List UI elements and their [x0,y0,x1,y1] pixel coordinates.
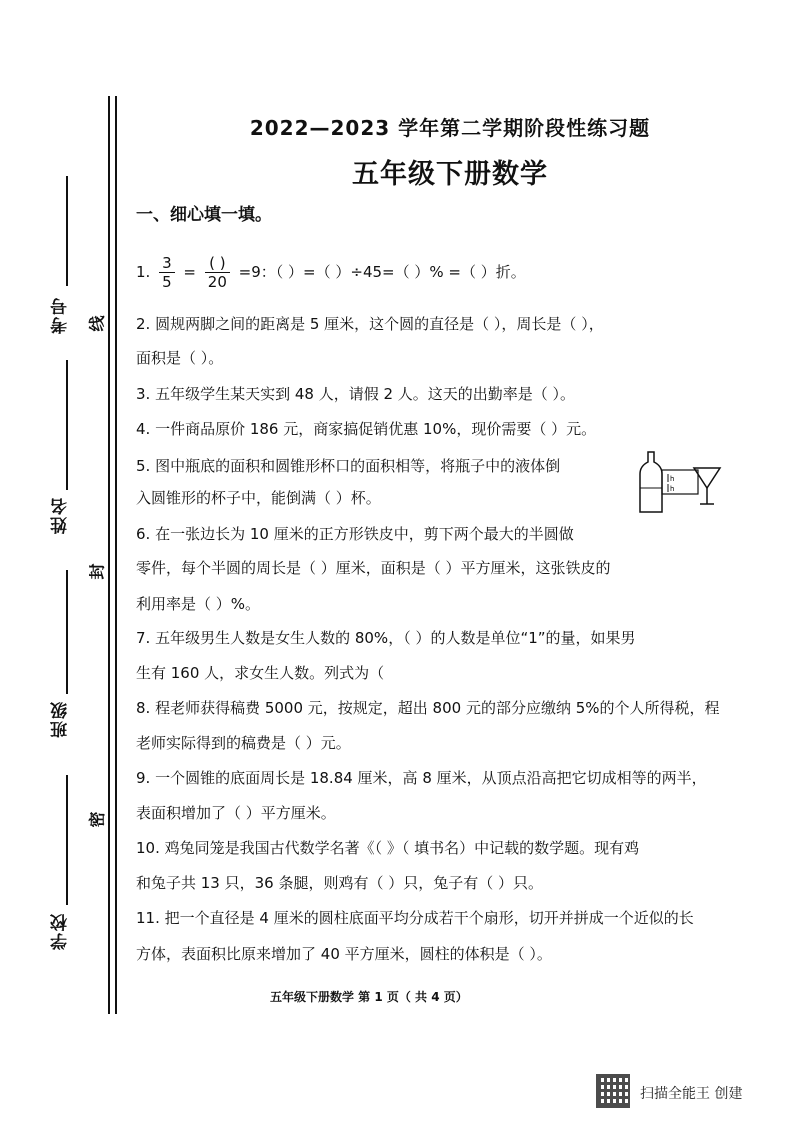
fraction-numerator: 3 [159,254,175,273]
question-6-line-2: 零件，每个半圆的周长是（ ）厘米，面积是（ ）平方厘米，这张铁皮的 [136,559,611,577]
question-11-line-2: 方体，表面积比原来增加了 40 平方厘米，圆柱的体积是（ ）。 [136,945,552,963]
question-3: 3. 五年级学生某天实到 48 人，请假 2 人。这天的出勤率是（ ）。 [136,385,576,403]
height-label-lower: h [670,485,675,493]
question-1-number: 1. [136,263,151,281]
question-6-line-1: 6. 在一张边长为 10 厘米的正方形铁皮中，剪下两个最大的半圆做 [136,525,574,543]
bottle-outline [640,452,662,512]
fraction-numerator-blank: ( ) [205,254,230,273]
question-10-line-2: 和兔子共 13 只，36 条腿，则鸡有（ ）只，兔子有（ ）只。 [136,874,544,892]
question-2-line-2: 面积是（ ）。 [136,349,224,367]
school-line [66,775,68,905]
qr-code-icon [596,1074,630,1108]
question-5-line-1: 5. 图中瓶底的面积和圆锥形杯口的面积相等，将瓶子中的液体倒 [136,457,561,475]
question-2-line-1: 2. 圆规两脚之间的距离是 5 厘米，这个圆的直径是（ ），周长是（ ）， [136,315,604,333]
seal-secret-char: 密 [87,811,107,828]
fraction-blank-20 [205,254,230,291]
question-9-line-1: 9. 一个圆锥的底面周长是 18.84 厘米，高 8 厘米，从顶点沿高把它切成相等的两半， [136,769,707,787]
question-7-line-1: 7. 五年级男生人数是女生人数的 80%，（ ）的人数是单位“1”的量，如果男 [136,629,636,647]
section-heading: 一、细心填一填。 [136,205,272,225]
binding-rule-inner [115,96,117,1014]
scanner-watermark: 扫描全能王 创建 [640,1086,743,1102]
class-label: 班级 [51,700,71,738]
question-1 [136,254,526,291]
question-11-line-1: 11. 把一个直径是 4 厘米的圆柱底面平均分成若干个扇形，切开并拼成一个近似的长 [136,909,694,927]
question-8-line-1: 8. 程老师获得稿费 5000 元，按规定，超出 800 元的部分应缴纳 5%的个人所得税，程 [136,699,720,717]
question-7-line-2: 生有 160 人，求女生人数。列式为（ [136,664,385,682]
equals-sign: = [183,263,196,281]
question-6-line-3: 利用率是（ ）%。 [136,595,261,613]
school-label: 学校 [51,912,71,950]
question-8-line-2: 老师实际得到的稿费是（ ）元。 [136,734,351,752]
question-9-line-2: 表面积增加了（ ）平方厘米。 [136,804,336,822]
seal-line-char: 线 [87,315,107,332]
question-4: 4. 一件商品原价 186 元，商家搞促销优惠 10%，现价需要（ ）元。 [136,420,597,438]
fraction-denominator: 20 [207,273,227,291]
class-line [66,570,68,694]
fraction-3-5 [159,254,175,291]
height-label-upper: h [670,475,675,483]
name-label: 姓名 [51,496,71,534]
page-footer: 五年级下册数学 第 1 页（ 共 4 页） [270,990,468,1004]
exam-title: 2022—2023 学年第二学期阶段性练习题 [249,116,651,140]
exam-number-line [66,176,68,286]
binding-rule-outer [108,96,110,1014]
exam-number-label: 考号 [51,296,71,334]
question-5-line-2: 入圆锥形的杯子中，能倒满（ ）杯。 [136,489,381,507]
question-10-line-1: 10. 鸡兔同笼是我国古代数学名著《（ 》（ 填书名）中记载的数学题。现有鸡 [136,839,640,857]
seal-seal-char: 封 [87,563,107,580]
question-1-rest: =9：（ ）=（ ）÷45=（ ）% =（ ）折。 [238,263,526,281]
name-line [66,360,68,490]
exam-subtitle: 五年级下册数学 [352,159,548,190]
bottle-and-cone-figure [632,448,722,514]
fraction-denominator: 5 [162,273,172,291]
box-outline [662,470,698,494]
